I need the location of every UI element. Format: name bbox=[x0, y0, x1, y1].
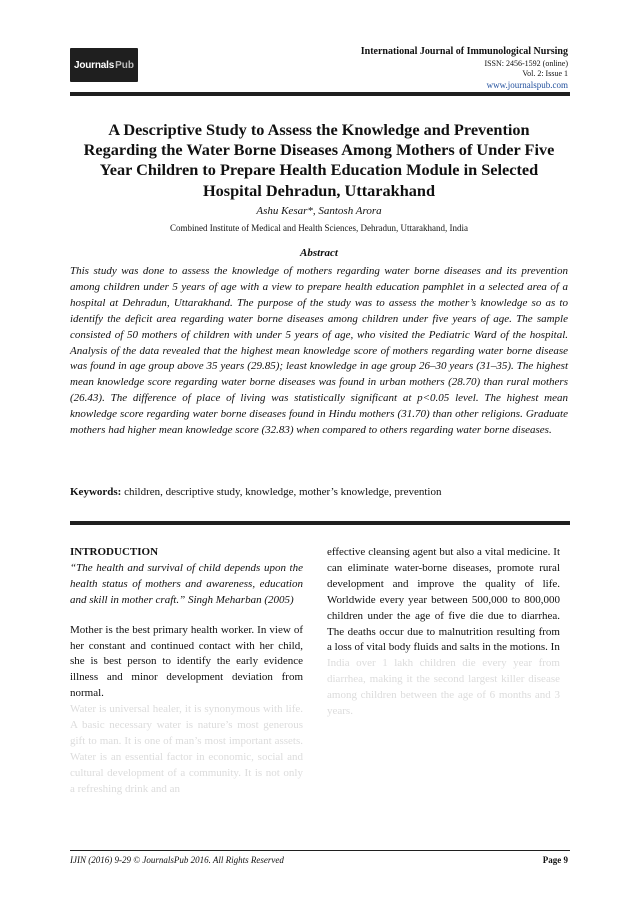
keywords-line bbox=[70, 486, 568, 498]
header-divider bbox=[70, 92, 570, 96]
article-authors: Ashu Kesar*, Santosh Arora bbox=[256, 205, 382, 217]
intro-paragraph: Mother is the best primary health worker. In view of her constant and continued contact with her child, she is best person to identify the early evidence illness and minor development deviation from normal. bbox=[70, 623, 303, 700]
volume-issue: Vol. 2: Issue 1 bbox=[522, 68, 568, 78]
journal-info bbox=[361, 46, 568, 91]
intro-quote: “The health and survival of child depends upon the health status of mothers and awareness, education and skill in mother craft.” Singh Meharban (2005) bbox=[70, 561, 303, 606]
page-number: Page 9 bbox=[542, 855, 568, 865]
logo-text-secondary: Pub bbox=[115, 59, 134, 71]
introduction-heading: INTRODUCTION bbox=[70, 546, 159, 558]
footer-divider bbox=[70, 850, 570, 851]
author-affiliation: Combined Institute of Medical and Health Sciences, Dehradun, Uttarakhand, India bbox=[170, 223, 468, 233]
faded-paragraph-left: Water is universal healer, it is synonymous with life. A basic necessary water is nature’s most generous gift to man. It is one of man’s most important assets. Water is an essential factor in economic, social and cultural development of a community. It is not only a refreshing drink and an bbox=[70, 703, 303, 795]
footer-citation: IJIN (2016) 9-29 © JournalsPub 2016. All Rights Reserved bbox=[70, 855, 284, 865]
section-divider bbox=[70, 521, 570, 525]
journal-name: International Journal of Immunological Nursing bbox=[360, 46, 568, 57]
abstract-text: This study was done to assess the knowledge of mothers regarding water borne diseases and its prevention among children under 5 years of age with a view to prepare health education pamphlet in a selected area of a hospital at Dehradun, Uttarakhand. The purpose of the study was to assess the mother’s knowledge so as to identify the deficit area regarding water borne diseases among children under five years of age. The sample consisted of 50 mothers of children with under 5 years of age, who visited the Pediatric Ward of the hospital. Analysis of the data revealed that the highest mean knowledge score of mothers regarding water borne disease was found in age group above 35 years (29.85); least knowledge in age group 26–30 years (31–35). The highest mean knowledge score regarding water borne diseases was found in urban mothers (28.70) than rural mothers (26.43). The difference of place of living was statistically significant at p<0.05 level. The highest mean knowledge score regarding water borne diseases found in Hindu mothers (31.70) than other religions. Graduate mothers had higher mean knowledge score (32.83) when compared to others regarding water borne diseases. bbox=[70, 265, 568, 437]
keywords-list: children, descriptive study, knowledge, mother’s knowledge, prevention bbox=[121, 486, 442, 498]
article-title: A Descriptive Study to Assess the Knowledge and Prevention Regarding the Water Borne Diseases Among Mothers of Under Five Year Children to Prepare Health Education Module in Selected Hospital Dehradun, Uttarakhand bbox=[83, 120, 555, 200]
body-paragraph-right: effective cleansing agent but also a vital medicine. It can eliminate water-borne diseases, promote rural development and improve the quality of life. Worldwide every year between 500,000 to 800,000 children under the age of five die due to diarrhea. The deaths occur due to malnutrition resulting from a loss of vital body fluids and salts in the motions. In bbox=[327, 546, 560, 654]
journalspub-logo bbox=[70, 48, 138, 82]
faded-paragraph-right: India over 1 lakh children die every year from diarrhea, making it the second largest killer disease among children between the age of 6 months and 3 years. bbox=[327, 657, 560, 718]
issn: ISSN: 2456-1592 (online) bbox=[484, 58, 568, 68]
abstract-heading: Abstract bbox=[300, 247, 338, 259]
journal-website-link[interactable]: www.journalspub.com bbox=[486, 79, 568, 90]
logo-text-primary: Journals bbox=[74, 59, 115, 71]
body-column-right bbox=[327, 545, 560, 720]
keywords-label: Keywords: bbox=[70, 486, 122, 498]
page-footer bbox=[70, 855, 568, 865]
body-column-left bbox=[70, 545, 303, 798]
